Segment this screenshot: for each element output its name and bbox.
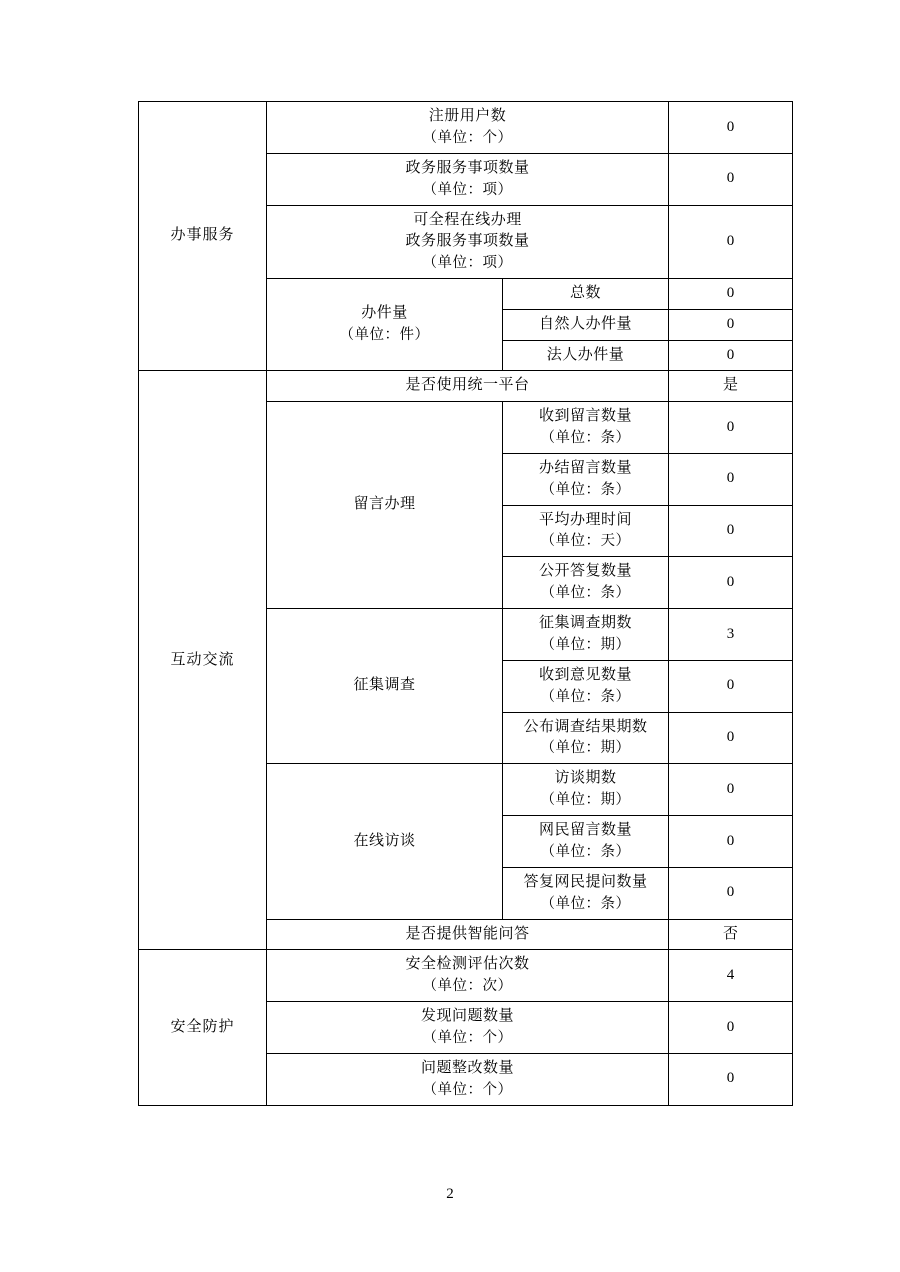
item-cell-issues-found (267, 1002, 669, 1054)
sub-label-text: 收到留言数量 (538, 408, 632, 425)
sub-label-legal-person: 法人办件量 (503, 340, 669, 371)
item-label: 政务服务事项数量 (405, 159, 530, 176)
item-label: 问题整改数量 (420, 1059, 514, 1076)
table-row (139, 102, 793, 154)
sub-label-unit: （单位：条） (540, 481, 631, 498)
item-unit: （单位：项） (422, 255, 513, 272)
value-cell-total: 0 (669, 279, 793, 310)
item-label: 发现问题数量 (420, 1008, 514, 1025)
sub-label-text: 平均办理时间 (538, 511, 632, 528)
value-cell-public-replies: 0 (669, 557, 793, 609)
sub-label-text: 征集调查期数 (538, 615, 632, 632)
sub-label-unit: （单位：条） (540, 429, 631, 446)
sub-label-average-handling-time (503, 505, 669, 557)
sub-label-messages-received (503, 402, 669, 454)
sub-label-unit: （单位：天） (540, 533, 631, 550)
item-unit: （单位：个） (422, 1081, 513, 1098)
value-cell-opinions-received: 0 (669, 660, 793, 712)
item-cell-message-handling: 留言办理 (267, 402, 503, 609)
item-unit: （单位：件） (339, 327, 430, 344)
sub-label-text: 公布调查结果期数 (523, 718, 648, 735)
sub-label-unit: （单位：期） (540, 636, 631, 653)
item-unit: （单位：个） (422, 1029, 513, 1046)
sub-label-natural-person: 自然人办件量 (503, 309, 669, 340)
value-cell-online-service-items: 0 (669, 205, 793, 279)
sub-label-interview-count (503, 764, 669, 816)
category-cell-interaction: 互动交流 (139, 371, 267, 950)
item-unit: （单位：次） (422, 978, 513, 995)
sub-label-public-replies (503, 557, 669, 609)
item-cell-online-service-items (267, 205, 669, 279)
sub-label-netizen-replies (503, 867, 669, 919)
value-cell-issues-found: 0 (669, 1002, 793, 1054)
sub-label-survey-count (503, 609, 669, 661)
item-cell-unified-platform: 是否使用统一平台 (267, 371, 669, 402)
sub-label-messages-closed (503, 453, 669, 505)
sub-label-netizen-messages (503, 816, 669, 868)
item-cell-smart-qa: 是否提供智能问答 (267, 919, 669, 950)
report-table-container (138, 101, 792, 1106)
item-label: 注册用户数 (428, 108, 507, 124)
value-cell-published-results: 0 (669, 712, 793, 764)
value-cell-netizen-replies: 0 (669, 867, 793, 919)
value-cell-security-assessments: 4 (669, 950, 793, 1002)
sub-label-text: 办结留言数量 (538, 459, 632, 476)
sub-label-unit: （单位：期） (540, 792, 631, 809)
category-cell-service: 办事服务 (139, 102, 267, 371)
item-label-line1: 可全程在线办理 (413, 211, 522, 228)
value-cell-registered-users: 0 (669, 102, 793, 154)
item-cell-online-interview: 在线访谈 (267, 764, 503, 919)
item-unit: （单位：个） (422, 129, 513, 146)
sub-label-unit: （单位：条） (540, 688, 631, 705)
table-row (139, 950, 793, 1002)
sub-label-unit: （单位：条） (540, 895, 631, 912)
sub-label-text: 公开答复数量 (538, 563, 632, 580)
value-cell-survey-count: 3 (669, 609, 793, 661)
item-cell-handled-volume (267, 279, 503, 371)
value-cell-average-handling-time: 0 (669, 505, 793, 557)
item-label: 办件量 (361, 305, 408, 322)
sub-label-text: 访谈期数 (554, 770, 617, 787)
item-cell-survey-collection: 征集调查 (267, 609, 503, 764)
item-label: 安全检测评估次数 (405, 956, 530, 973)
item-cell-security-assessments (267, 950, 669, 1002)
sub-label-text: 收到意见数量 (538, 666, 632, 683)
sub-label-opinions-received (503, 660, 669, 712)
sub-label-text: 答复网民提问数量 (523, 873, 648, 890)
value-cell-netizen-messages: 0 (669, 816, 793, 868)
value-cell-service-items-count: 0 (669, 153, 793, 205)
value-cell-unified-platform: 是 (669, 371, 793, 402)
value-cell-messages-closed: 0 (669, 453, 793, 505)
sub-label-text: 网民留言数量 (538, 822, 632, 839)
category-cell-security: 安全防护 (139, 950, 267, 1105)
value-cell-smart-qa: 否 (669, 919, 793, 950)
value-cell-legal-person: 0 (669, 340, 793, 371)
item-cell-issues-fixed (267, 1053, 669, 1105)
sub-label-unit: （单位：条） (540, 585, 631, 602)
item-label-line2: 政务服务事项数量 (405, 233, 530, 250)
sub-label-total: 总数 (503, 279, 669, 310)
sub-label-unit: （单位：期） (540, 740, 631, 757)
item-cell-registered-users (267, 102, 669, 154)
value-cell-messages-received: 0 (669, 402, 793, 454)
value-cell-natural-person: 0 (669, 309, 793, 340)
item-unit: （单位：项） (422, 181, 513, 198)
table-row (139, 371, 793, 402)
sub-label-unit: （单位：条） (540, 843, 631, 860)
government-website-report-table (138, 101, 793, 1106)
page-number: 2 (446, 1186, 454, 1202)
sub-label-published-results (503, 712, 669, 764)
value-cell-interview-count: 0 (669, 764, 793, 816)
item-cell-service-items-count (267, 153, 669, 205)
value-cell-issues-fixed: 0 (669, 1053, 793, 1105)
